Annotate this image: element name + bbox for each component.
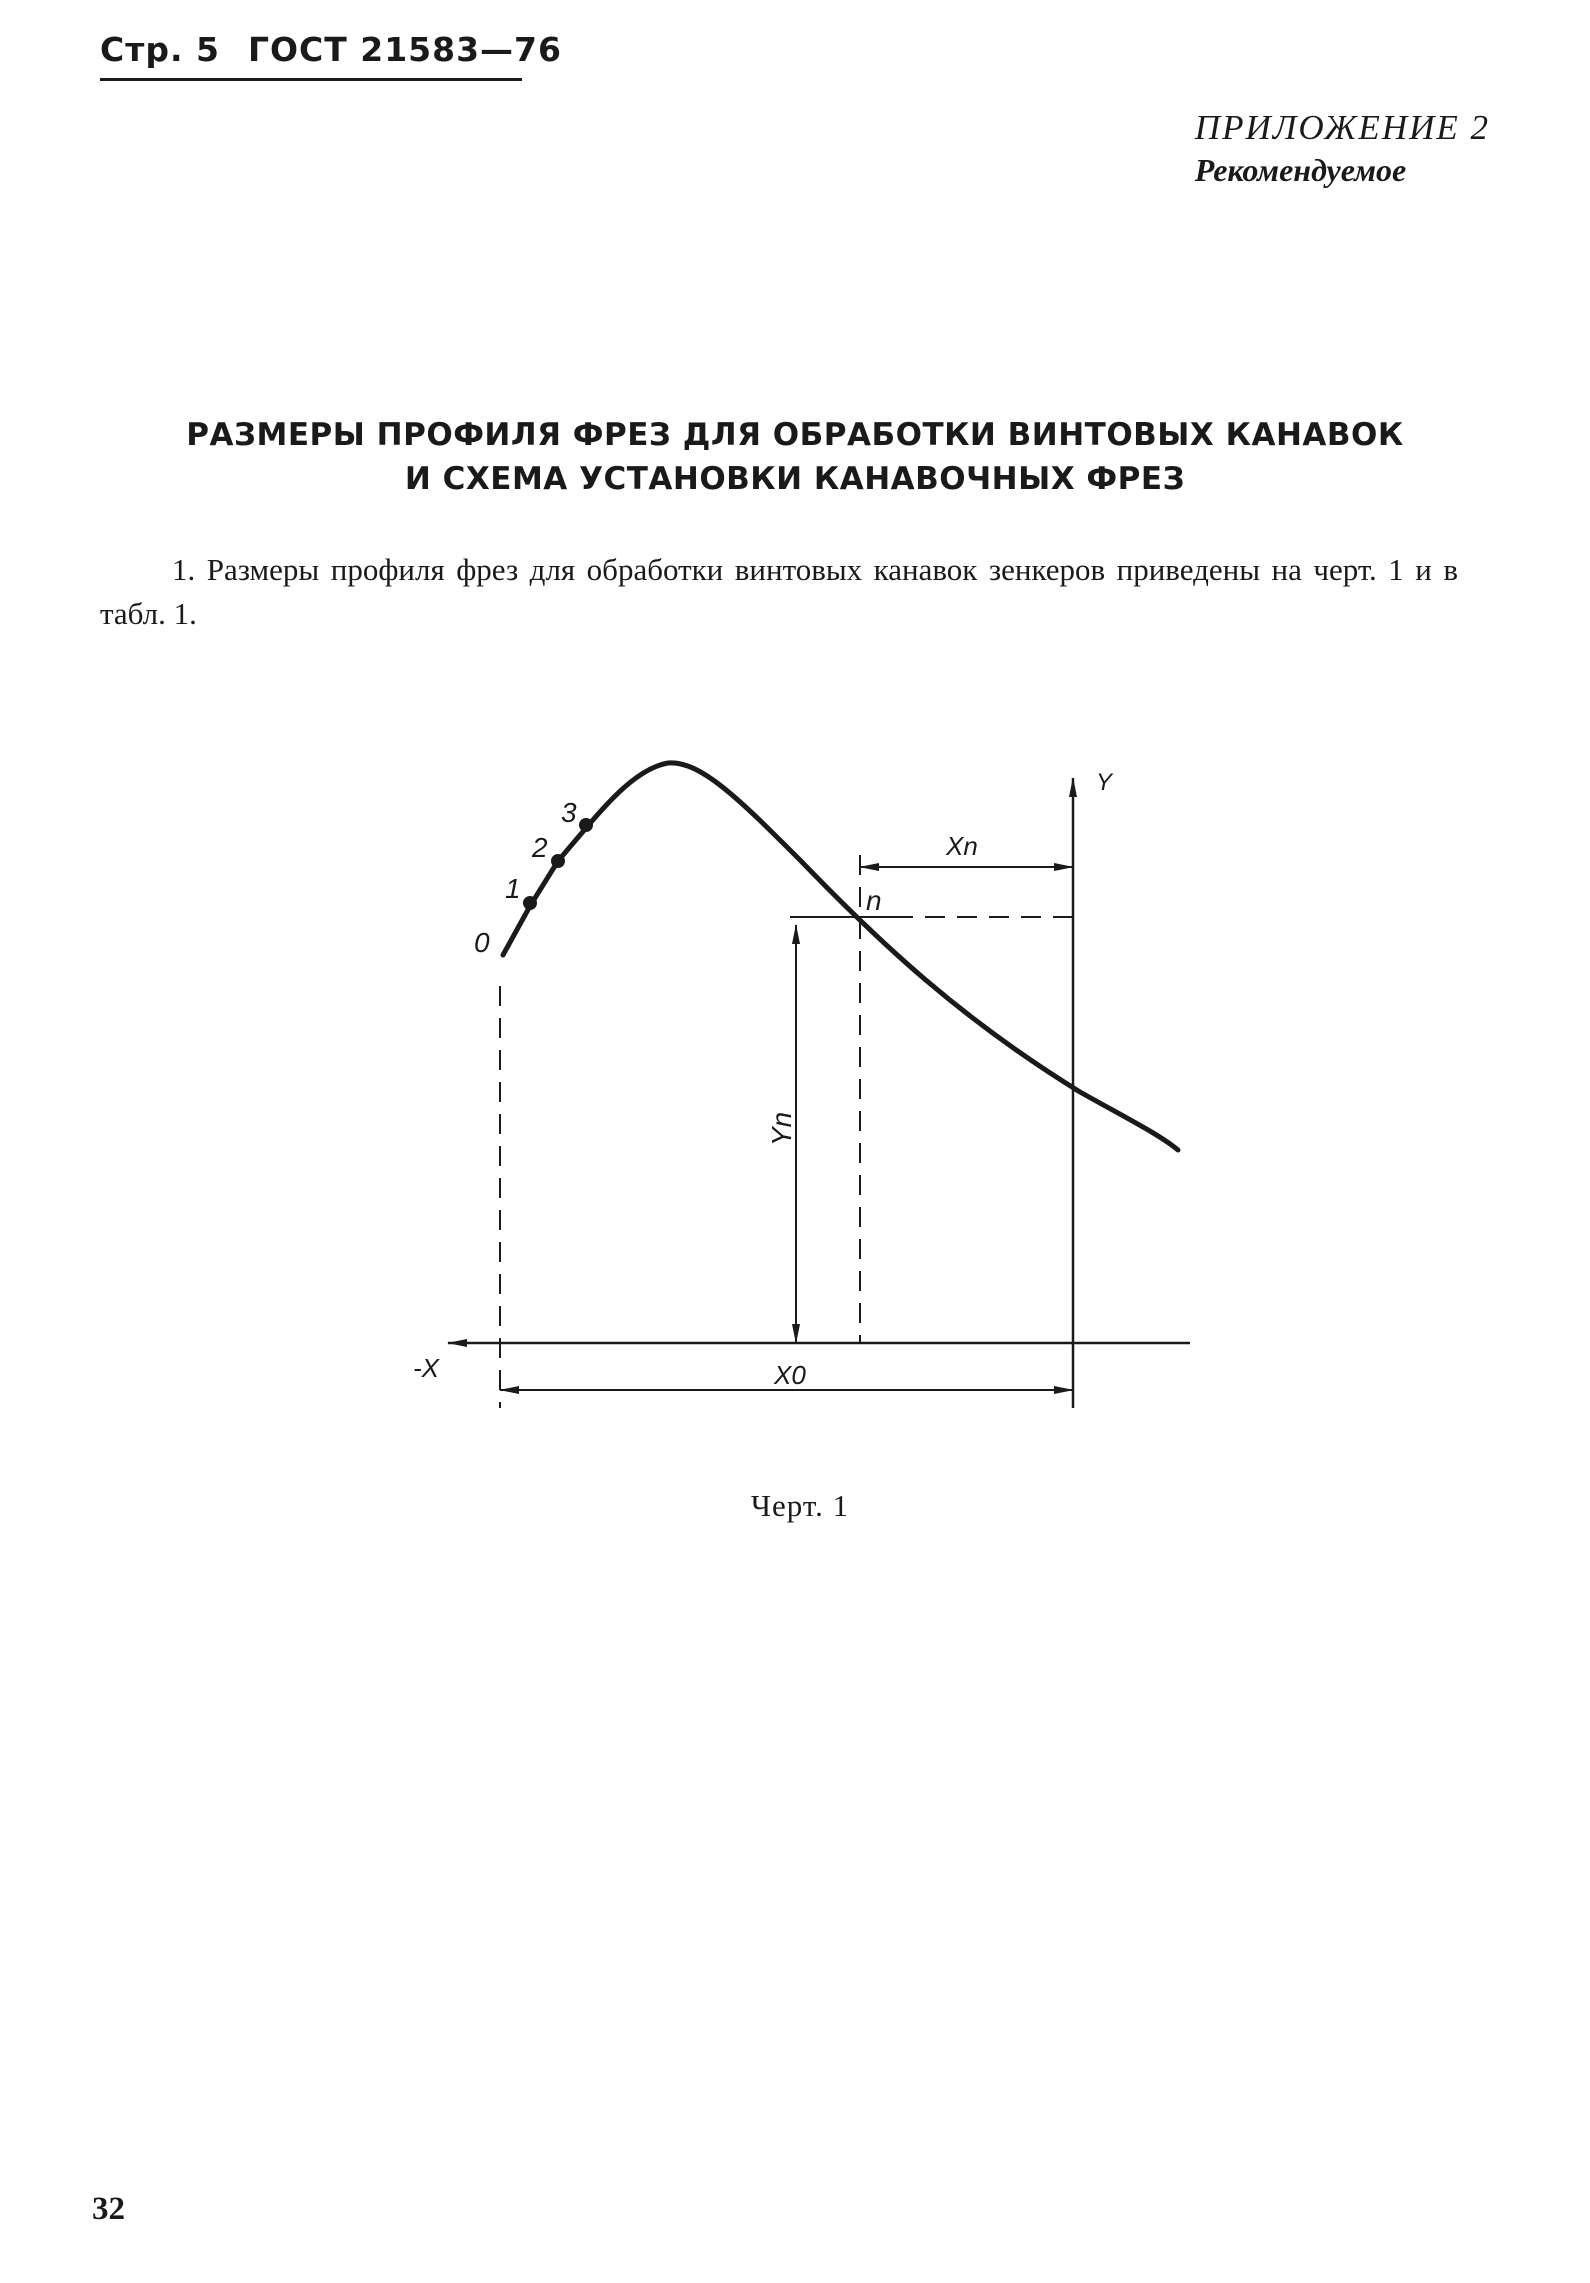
profile-curve <box>503 763 1178 1150</box>
section-title-line-1: РАЗМЕРЫ ПРОФИЛЯ ФРЕЗ ДЛЯ ОБРАБОТКИ ВИНТОВЫХ КАНАВОК <box>186 417 1404 453</box>
point-n-label: n <box>866 885 882 916</box>
profile-point-3 <box>579 818 593 832</box>
x0-label: X0 <box>774 1360 806 1390</box>
point-3-label: 3 <box>561 797 577 828</box>
appendix-status: Рекомендуемое <box>1194 152 1407 188</box>
profile-point-2 <box>551 854 565 868</box>
profile-point-1 <box>523 896 537 910</box>
neg-x-axis-label: -X <box>413 1353 439 1383</box>
section-title-line-2: И СХЕМА УСТАНОВКИ КАНАВОЧНЫХ ФРЕЗ <box>404 461 1186 497</box>
y-axis-label: Y <box>1096 769 1113 796</box>
figure-caption: Черт. 1 <box>750 1488 850 1523</box>
standard-number: ГОСТ 21583—76 <box>247 30 562 69</box>
body-paragraph: 1. Размеры профиля фрез для обработки винтовых канавок зенкеров приведены на черт. 1 и в табл. 1. <box>100 552 1458 631</box>
point-1-label: 1 <box>505 873 521 904</box>
xn-label: Xn <box>946 831 978 861</box>
page-label: Стр. 5 <box>100 30 220 69</box>
yn-label: Yn <box>766 1111 797 1146</box>
appendix-title: ПРИЛОЖЕНИЕ 2 <box>1194 108 1490 147</box>
page-number: 32 <box>92 2191 125 2227</box>
point-2-label: 2 <box>532 832 548 863</box>
point-0-label: 0 <box>474 927 490 958</box>
